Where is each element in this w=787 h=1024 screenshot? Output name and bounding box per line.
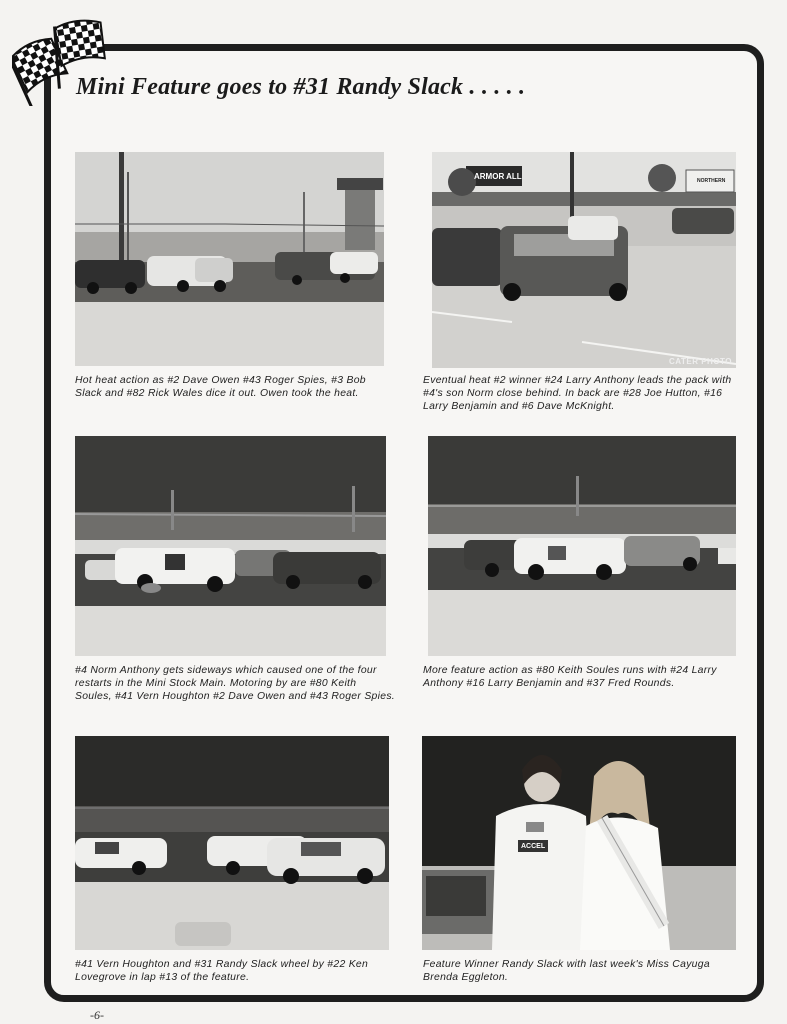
page-number: -6- xyxy=(90,1008,104,1022)
photo-4-caption: More feature action as #80 Keith Soules runs with #24 Larry Anthony #16 Larry Benjamin and #37 Fred Rounds. xyxy=(423,665,717,689)
photo-1-caption: Hot heat action as #2 Dave Owen #43 Roger Spies, #3 Bob Slack and #82 Rick Wales dice it out. Owen took the heat. xyxy=(75,375,366,399)
photo-6-caption: Feature Winner Randy Slack with last week's Miss Cayuga Brenda Eggleton. xyxy=(423,959,710,983)
race-photo-1 xyxy=(75,152,384,366)
photo-3-caption: #4 Norm Anthony gets sideways which caused one of the four restarts in the Mini Stock Main. Motoring by are #80 Keith Soules, #41 Vern Houghton #2 Dave Owen and #43 Roger Spies. xyxy=(75,665,395,702)
accel-patch: ACCEL xyxy=(521,843,546,850)
race-photo-6 xyxy=(422,736,736,950)
page-headline: Mini Feature goes to #31 Randy Slack . . . . . xyxy=(76,74,526,100)
photo-credit-watermark: CATER PHOTO xyxy=(669,357,732,366)
photo-5-caption: #41 Vern Houghton and #31 Randy Slack wheel by #22 Ken Lovegrove in lap #13 of the feature. xyxy=(75,959,369,983)
race-photo-3 xyxy=(75,436,386,656)
armor-all-sign: ARMOR ALL xyxy=(474,172,522,181)
race-photo-5 xyxy=(75,736,389,950)
photo-2-caption: Eventual heat #2 winner #24 Larry Anthony leads the pack with #4's son Norm close behind. In back are #28 Joe Hutton, #16 Larry Benjamin and #6 Dave McKnight. xyxy=(423,375,732,412)
race-photo-4 xyxy=(428,436,736,656)
northern-billboard: NORTHERN xyxy=(697,178,726,184)
race-photo-2 xyxy=(432,152,736,368)
